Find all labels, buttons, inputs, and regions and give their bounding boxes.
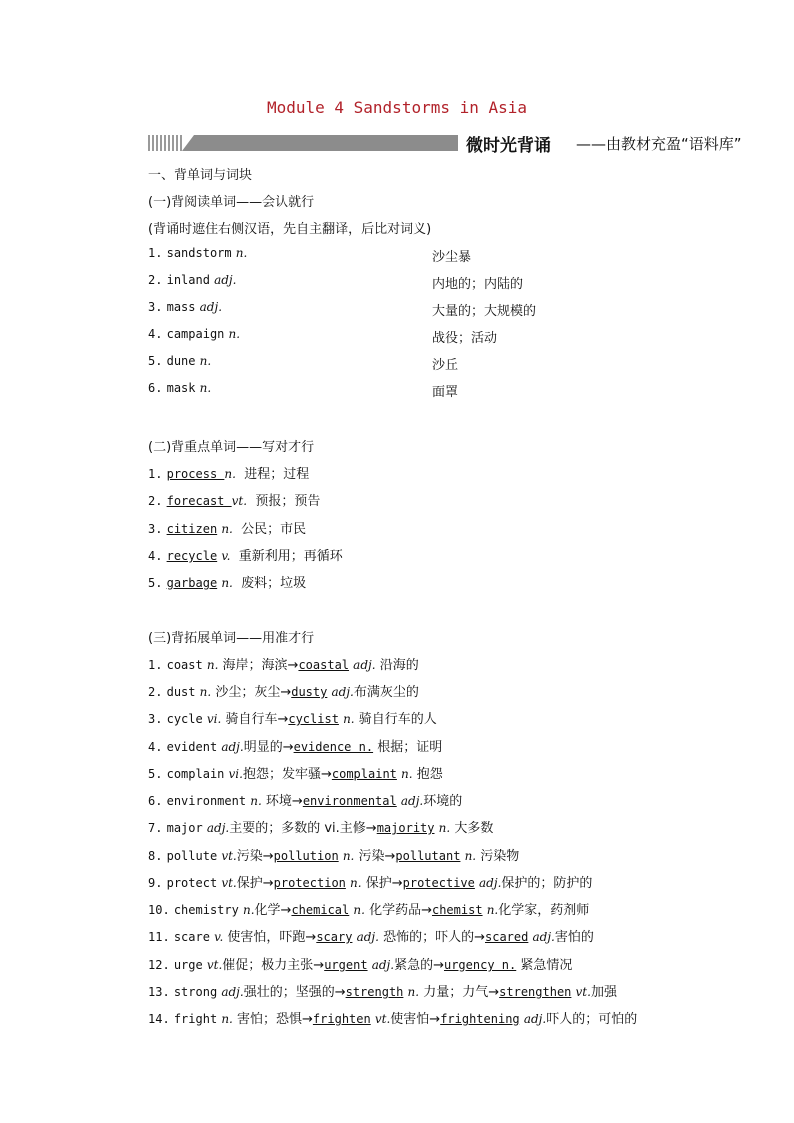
part1-note: (背诵时遮住右侧汉语，先自主翻译，后比对词义) — [148, 222, 432, 237]
item-meaning: 大量的；大规模的 — [432, 304, 537, 319]
list-item: 4. evident adj.明显的→evidence n. 根据；证明 — [148, 740, 443, 755]
list-item: 6. mask n. — [148, 381, 212, 395]
item-meaning: 沙丘 — [432, 358, 459, 373]
banner-heading: 微时光背诵 — [466, 136, 551, 156]
list-item: 3. cycle vi. 骑自行车→cyclist n. 骑自行车的人 — [148, 712, 437, 727]
banner-bar — [182, 135, 458, 151]
list-item: 5. complain vi.抱怨；发牢骚→complaint n. 抱怨 — [148, 767, 443, 782]
list-item: 12. urge vt.催促；极力主张→urgent adj.紧急的→urgency n. 紧急情况 — [148, 958, 573, 973]
part3-title: (三)背拓展单词——用准才行 — [148, 631, 315, 646]
list-item: 4. campaign n. — [148, 327, 241, 341]
banner-stripes — [148, 135, 184, 151]
list-item: 3. citizen n. 公民；市民 — [148, 522, 307, 537]
list-item: 10. chemistry n.化学→chemical n. 化学药品→chemist n.化学家，药剂师 — [148, 903, 590, 918]
list-item: 2. inland adj. — [148, 273, 237, 287]
list-item: 14. fright n. 害怕；恐惧→frighten vt.使害怕→frightening adj.吓人的；可怕的 — [148, 1012, 638, 1027]
list-item: 6. environment n. 环境→environmental adj.环境的 — [148, 794, 463, 809]
item-meaning: 面罩 — [432, 385, 459, 400]
page-title: Module 4 Sandstorms in Asia — [266, 98, 528, 117]
list-item: 4. recycle v. 重新利用；再循环 — [148, 549, 343, 564]
list-item: 1. process n. 进程；过程 — [148, 467, 310, 482]
part2-title: (二)背重点单词——写对才行 — [148, 440, 315, 455]
item-meaning: 内地的；内陆的 — [432, 277, 524, 292]
list-item: 3. mass adj. — [148, 300, 223, 314]
item-meaning: 战役；活动 — [432, 331, 498, 346]
list-item: 2. forecast vt. 预报；预告 — [148, 494, 321, 509]
list-item: 5. dune n. — [148, 354, 212, 368]
list-item: 11. scare v. 使害怕，吓跑→scary adj. 恐怖的；吓人的→scared adj.害怕的 — [148, 930, 594, 945]
list-item: 1. sandstorm n. — [148, 246, 248, 260]
item-meaning: 沙尘暴 — [432, 250, 472, 265]
banner-subheading: ——由教材充盈“语料库” — [576, 135, 742, 153]
list-item: 2. dust n. 沙尘；灰尘→dusty adj.布满灰尘的 — [148, 685, 419, 700]
list-item: 13. strong adj.强壮的；坚强的→strength n. 力量；力气→strengthen vt.加强 — [148, 985, 617, 1000]
list-item: 9. protect vt.保护→protection n. 保护→protective adj.保护的；防护的 — [148, 876, 593, 891]
list-item: 8. pollute vt.污染→pollution n. 污染→pollutant n. 污染物 — [148, 849, 520, 864]
list-item: 5. garbage n. 废料；垃圾 — [148, 576, 307, 591]
list-item: 7. major adj.主要的；多数的 vi.主修→majority n. 大多数 — [148, 821, 494, 836]
part1-title: (一)背阅读单词——会认就行 — [148, 195, 315, 210]
list-item: 1. coast n. 海岸；海滨→coastal adj. 沿海的 — [148, 658, 419, 673]
section-heading: 一、背单词与词块 — [148, 168, 253, 183]
section-banner — [148, 132, 742, 156]
